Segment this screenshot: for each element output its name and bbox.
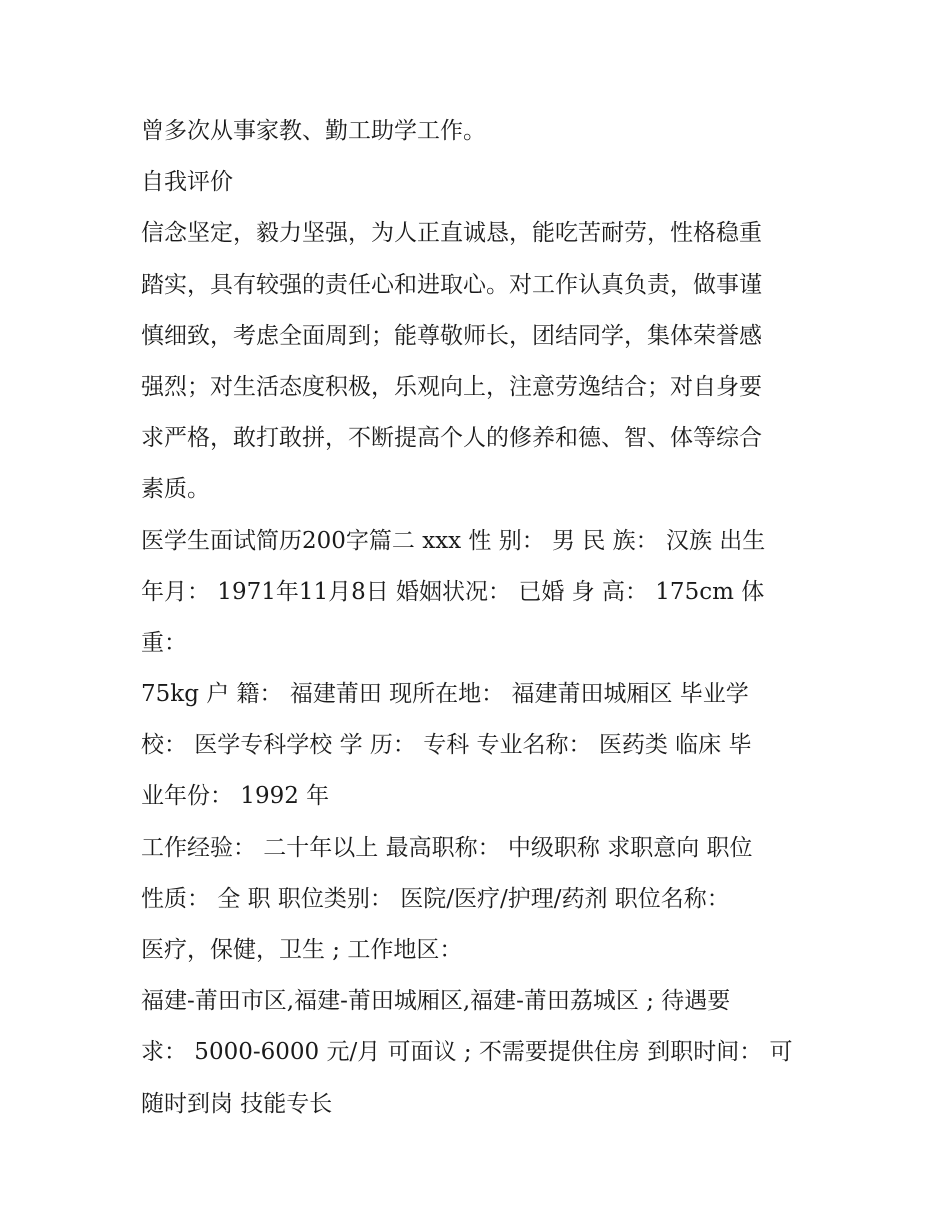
text-line: 曾多次从事家教、勤工助学工作。 — [141, 118, 486, 144]
section-heading-self-evaluation: 自我评价 — [141, 169, 233, 196]
text-line: 工作经验： 二十年以上 最高职称： 中级职称 求职意向 职位 — [141, 834, 753, 861]
text-line: 75kg 户 籍： 福建莆田 现所在地： 福建莆田城厢区 毕业学 — [141, 681, 749, 708]
text-line: 踏实，具有较强的责任心和进取心。对工作认真负责，做事谨 — [141, 271, 762, 298]
text-line: 强烈；对生活态度积极，乐观向上，注意劳逸结合；对自身要 — [141, 373, 762, 400]
document-body — [141, 106, 821, 1130]
text-line: 重： — [141, 629, 187, 656]
text-line: 年月： 1971年11月8日 婚姻状况： 已婚 身 高： 175cm 体 — [141, 578, 765, 605]
text-line: 业年份： 1992 年 — [141, 783, 330, 810]
text-line: 医学生面试简历200字篇二 xxx 性 别： 男 民 族： 汉族 出生 — [141, 527, 766, 554]
text-line: 求： 5000-6000 元/月 可面议 ; 不需要提供住房 到职时间： 可 — [141, 1039, 793, 1066]
text-line: 福建-莆田市区,福建-莆田城厢区,福建-莆田荔城区 ; 待遇要 — [141, 988, 731, 1015]
text-line: 信念坚定，毅力坚强，为人正直诚恳，能吃苦耐劳，性格稳重 — [141, 220, 762, 247]
text-line: 慎细致，考虑全面周到；能尊敬师长，团结同学，集体荣誉感 — [141, 322, 762, 349]
text-line: 随时到岗 技能专长 — [141, 1090, 333, 1117]
text-line: 校： 医学专科学校 学 历： 专科 专业名称： 医药类 临床 毕 — [141, 732, 752, 759]
text-line: 求严格，敢打敢拼，不断提高个人的修养和德、智、体等综合 — [141, 425, 762, 452]
text-line: 性质： 全 职 职位类别： 医院/医疗/护理/药剂 职位名称： — [141, 885, 730, 912]
text-line: 素质。 — [141, 476, 210, 503]
text-line: 医疗，保健，卫生 ; 工作地区： — [141, 937, 463, 963]
